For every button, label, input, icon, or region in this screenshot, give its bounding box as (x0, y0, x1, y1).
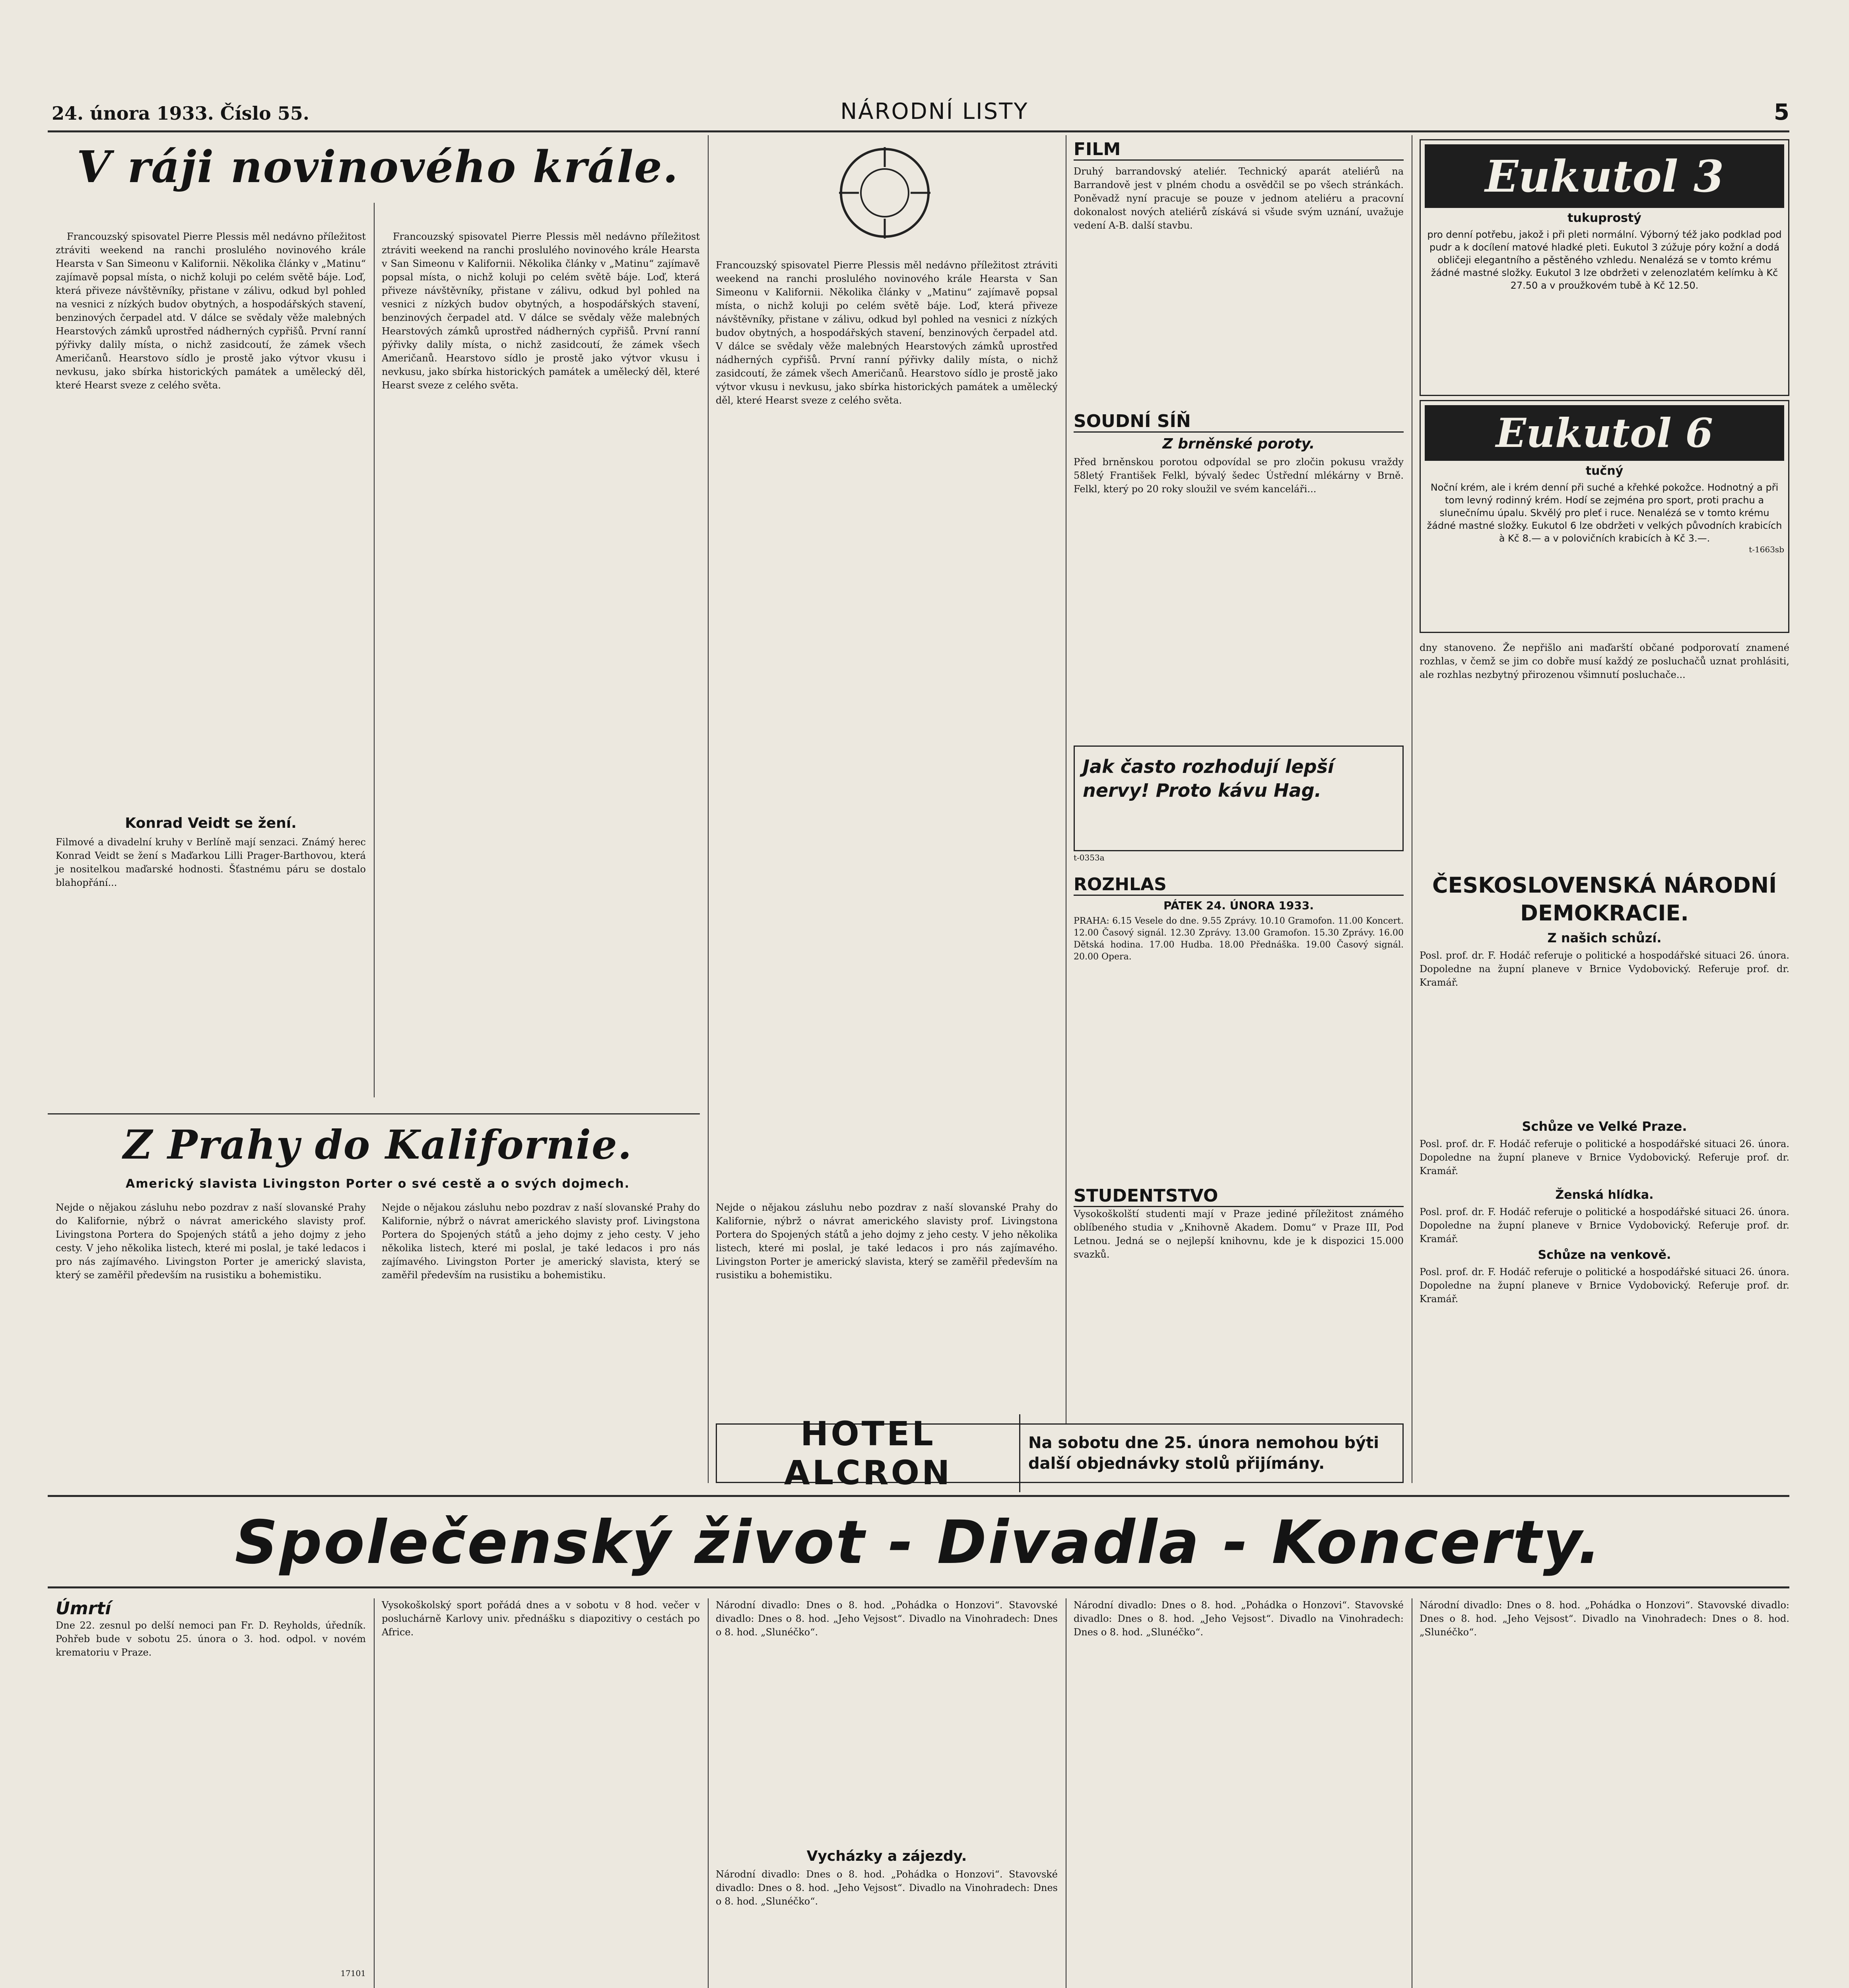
king-body-p2: Francouzský spisovatel Pierre Plessis měl nedávno příležitost ztráviti weekend na ranchi proslulého novinového krále Hearsta v San Simeonu v Kalifornii. Několika články v „Matinu“ zajímavě popsal místa, o nichž koluji po celém světě báje. Loď, která přiveze návštěvníky, přistane v zálivu, odkud byl pohled na vesnici z nízkých budov obytných, a hospodářských stavení, benzinových čerpadel atd. V dálce se svědaly věže malebných Hearstových zámků uprostřed nádherných cypřišů. První ranní pýřivky dalily místa, o nichž zasidcoutí, že zámek všech Američanů. Hearstovo sídlo je prostě jako výtvor vkusu i nevkusu, jako sbírka historických památek a umělecký děl, které Hearst sveze z celého světa. (382, 231, 703, 391)
veidt-body: Filmové a divadelní kruhy v Berlíně mají senzaci. Známý herec Konrad Veidt se žení s Maďarkou Lilli Prager-Barthovou, která je nositelkou maďarské hodnosti. Šťastnému páru se dostalo blahopřání... (56, 837, 369, 888)
zenska-heading: Ženská hlídka. (1555, 1188, 1654, 1202)
eukutol6-body: Noční krém, ale i krém denní při suché a křehké pokožce. Hodnotný a při tom levný rodinný krém. Hodí se zejména pro sport, proti prachu a slunečnímu úpalu. Skvělý pro pleť i ruce. Nenalézá se v tomto krému žádné mastné složky. Eukutol 6 lze obdržeti v velkých původních krabicích à Kč 8.— a v polovičních krabicích à Kč 3.—. (1427, 482, 1782, 544)
schuze-praha-body: Posl. prof. dr. F. Hodáč referuje o politické a hospodářské situaci 26. února. Dopoledne na župní planeve v Brnice Vydobovický. Referuje prof. dr. Kramář. (1420, 1138, 1793, 1176)
prague-col3: Nejde o nějakou zásluhu nebo pozdrav z naší slovanské Prahy do Kalifornie, nýbrž o návrat amerického slavisty prof. Livingstona Portera do Spojených států a jeho dojmy z jeho cesty. V jeho několika listech, které mi poslal, je také ledacos i pro nás zajímavého. Livingston Porter je americký slavista, který se zaměřil především na rusistiku a bohemistiku. (716, 1202, 1061, 1281)
eukutol3-sub: tukuprostý (1567, 211, 1641, 225)
hag-code: t-0353a (1074, 853, 1105, 862)
social-col3 (716, 1598, 1061, 1988)
issue-date: 24. února 1933. Číslo 55. (52, 103, 309, 124)
banner-bottom-rule (48, 1586, 1789, 1588)
social-col5 (1420, 1598, 1793, 1988)
headline-prague: Z Prahy do Kalifornie. (123, 1121, 633, 1168)
hag-ad: Jak často rozhodují lepší nervy! Proto kávu Hag. (1074, 746, 1404, 851)
prague-col1: Nejde o nějakou zásluhu nebo pozdrav z naší slovanské Prahy do Kalifornie, nýbrž o návrat amerického slavisty prof. Livingstona Portera do Spojených států a jeho dojmy z jeho cesty. V jeho několika listech, které mi poslal, je také ledacos i pro nás zajímavého. Livingston Porter je americký slavista, který se zaměřil především na rusistiku a bohemistiku. (56, 1202, 369, 1281)
veidt-heading: Konrad Veidt se žení. (125, 815, 297, 831)
eukutol6-sub: tučný (1585, 464, 1624, 478)
studentstvo-heading: STUDENTSTVO (1074, 1186, 1404, 1207)
vychazky-heading: Vycházky a zájezdy. (806, 1848, 967, 1864)
film-body: Druhý barrandovský ateliér. Technický aparát ateliérů na Barrandově jest v plném chodu a osvědčil se po všech stránkách. Poněvadž nyní pracuje se pouze v jednom ateliéru a pracovní dokonalost nových ateliérů získává si všude svým uznání, uvažuje vedení A-B. další stavbu. (1074, 166, 1407, 231)
veidt-block (56, 811, 369, 1097)
soudni-body: Před brněnskou porotou odpovídal se pro zločin pokusu vraždy 58letý František Felkl, bývalý šedec Ústřední mlékárny v Brně. Felkl, který po 20 roky sloužil ve svém kanceláři... (1074, 456, 1407, 495)
king-col1 (56, 203, 369, 867)
rozhlas-heading: ROZHLAS (1074, 874, 1404, 896)
csnd-sub: Z našich schůzí. (1547, 930, 1662, 945)
col-divider-1 (374, 203, 375, 1097)
schuze-praha-heading: Schůze ve Velké Praze. (1522, 1119, 1687, 1134)
decorative-emblem-icon (835, 143, 934, 243)
bottom-divider-2 (708, 1598, 709, 1988)
social-col3-body: Národní divadlo: Dnes o 8. hod. „Pohádka o Honzovi“. Stavovské divadlo: Dnes o 8. hod. „Jeho Vejsost“. Divadlo na Vinohradech: Dnes o 8. hod. „Slunéčko“. (716, 1600, 1061, 1638)
eukutol6-ad (1420, 400, 1789, 633)
umrti-body: Dne 22. zesnul po delší nemoci pan Fr. D. Reyholds, úředník. Pohřeb bude v sobotu 25. února o 3. hod. odpol. v novém krematoriu v Praze. (56, 1620, 369, 1658)
social-col1 (56, 1598, 369, 1988)
eukutol6-title: Eukutol 6 (1425, 405, 1784, 461)
king-body-p1: Francouzský spisovatel Pierre Plessis měl nedávno příležitost ztráviti weekend na ranchi proslulého novinového krále Hearsta v San Simeonu v Kalifornii. Několika články v „Matinu“ zajímavě popsal místa, o nichž koluji po celém světě báje. Loď, která přiveze návštěvníky, přistane v zálivu, odkud byl pohled na vesnici z nízkých budov obytných, a hospodářských stavení, benzinových čerpadel atd. V dálce se svědaly věže malebných Hearstových zámků uprostřed nádherných cypřišů. První ranní pýřivky dalily místa, o nichž zasidcoutí, že zámek všech Američanů. Hearstovo sídlo je prostě jako výtvor vkusu i nevkusu, jako sbírka historických památek a umělecký děl, které Hearst sveze z celého světa. (56, 231, 369, 391)
social-col5-body: Národní divadlo: Dnes o 8. hod. „Pohádka o Honzovi“. Stavovské divadlo: Dnes o 8. hod. „Jeho Vejsost“. Divadlo na Vinohradech: Dnes o 8. hod. „Slunéčko“. (1420, 1600, 1793, 1638)
zenska-body: Posl. prof. dr. F. Hodáč referuje o politické a hospodářské situaci 26. února. Dopoledne na župní planeve v Brnice Vydobovický. Referuje prof. dr. Kramář. (1420, 1206, 1793, 1244)
social-col2-body: Vysokoškolský sport pořádá dnes a v sobotu v 8 hod. večer v posluchárně Karlovy univ. přednášku s diapozitivy o cestách po Africe. (382, 1600, 703, 1638)
soudni-heading: SOUDNÍ SÍŇ (1074, 411, 1404, 433)
hotel-alcron-ad (716, 1414, 1404, 1492)
center-column-text: Francouzský spisovatel Pierre Plessis měl nedávno příležitost ztráviti weekend na ranchi proslulého novinového krále Hearsta v San Simeonu v Kalifornii. Několika články v „Matinu“ zajímavě popsal místa, o nichž koluji po celém světě báje. Loď, která přiveze návštěvníky, přistane v zálivu, odkud byl pohled na vesnici z nízkých budov obytných, a hospodářských stavení, benzinových čerpadel atd. V dálce se svědaly věže malebných Hearstových zámků uprostřed nádherných cypřišů. První ranní pýřivky dalily místa, o nichž zasidcoutí, že zámek všech Američanů. Hearstovo sídlo je prostě jako výtvor vkusu i nevkusu, jako sbírka historických památek a umělecký děl, které Hearst sveze z celého světa. (716, 260, 1061, 406)
umrti-heading: Úmrtí (56, 1598, 111, 1619)
film-column (1074, 139, 1407, 1451)
eukutol3-title: Eukutol 3 (1425, 144, 1784, 208)
newspaper-title: NÁRODNÍ LISTY (840, 99, 1029, 124)
prague-top-rule (48, 1113, 700, 1114)
hotel-text: Na sobotu dne 25. února nemohou býti další objednávky stolů přijímány. (1028, 1434, 1379, 1473)
social-col2 (382, 1598, 703, 1988)
hotel-name: HOTEL ALCRON (717, 1414, 1020, 1492)
rozhlas-note: dny stanoveno. Že nepřišlo ani maďarští občané podporovatí znamené rozhlas, v čemž se jim co dobře musí každý ze posluchačů uznat prohlásiti, ale rozhlas nezbytný přirozenou všimnutí posluchače... (1420, 642, 1793, 680)
venkov-body: Posl. prof. dr. F. Hodáč referuje o politické a hospodářské situaci 26. února. Dopoledne na župní planeve v Brnice Vydobovický. Referuje prof. dr. Kramář. (1420, 1266, 1793, 1305)
banner-top-rule (48, 1495, 1789, 1497)
headline-king: V ráji novinového krále. (76, 141, 679, 192)
eukutol-code: t-1663sb (1749, 545, 1784, 554)
umrti-code: 17101 (340, 1969, 366, 1978)
studentstvo-body: Vysokoškolští studenti mají v Praze jediné příležitost známého oblíbeného studia v „Knihovně Akadem. Domu“ v Praze III, Pod Letnou. Jedná se o nejlepší knihovnu, kde je k dispozici 15.000 svazků. (1074, 1208, 1407, 1260)
page-number: 5 (1774, 99, 1789, 125)
divadla-body: Národní divadlo: Dnes o 8. hod. „Pohádka o Honzovi“. Stavovské divadlo: Dnes o 8. hod. „Jeho Vejsost“. Divadlo na Vinohradech: Dnes o 8. hod. „Slunéčko“. (1074, 1600, 1407, 1638)
rozhlas-body: PRAHA: 6.15 Vesele do dne. 9.55 Zprávy. 10.10 Gramofon. 11.00 Koncert. 12.00 Časový signál. 12.30 Zprávy. 13.00 Gramofon. 15.30 Zprávy. 16.00 Dětská hodina. 17.00 Hudba. 18.00 Přednáška. 19.00 Časový signál. 20.00 Opera. (1074, 916, 1406, 962)
venkov-heading: Schůze na venkově. (1538, 1248, 1671, 1262)
social-col4 (1074, 1598, 1407, 1988)
soudni-sub: Z brněnské poroty. (1162, 436, 1315, 452)
csnd-heading: ČESKOSLOVENSKÁ NÁRODNÍ DEMOKRACIE. (1432, 873, 1777, 926)
prague-subhead: Americký slavista Livingston Porter o své cestě a o svých dojmech. (126, 1177, 630, 1191)
prague-col2: Nejde o nějakou zásluhu nebo pozdrav z naší slovanské Prahy do Kalifornie, nýbrž o návrat amerického slavisty prof. Livingstona Portera do Spojených států a jeho dojmy z jeho cesty. V jeho několika listech, které mi poslal, je také ledacos i pro nás zajímavého. Livingston Porter je americký slavista, který se zaměřil především na rusistiku a bohemistiku. (382, 1202, 703, 1281)
bottom-divider-1 (374, 1598, 375, 1988)
social-banner: Společenský život - Divadla - Koncerty. (235, 1508, 1602, 1577)
center-column (716, 139, 1061, 1113)
csnd-body: Posl. prof. dr. F. Hodáč referuje o politické a hospodářské situaci 26. února. Dopoledne na župní planeve v Brnice Vydobovický. Referuje prof. dr. Kramář. (1420, 950, 1793, 988)
eukutol3-ad (1420, 139, 1789, 396)
rozhlas-date: PÁTEK 24. ÚNORA 1933. (1163, 899, 1314, 912)
eukutol3-body: pro denní potřebu, jakož i při pleti normální. Výborný též jako podklad pod pudr a k docílení matové hladké pleti. Eukutol 3 zúžuje póry kožní a dodá obličeji elegantního a pěstěného vzhledu. Nenalézá se v tomto krému žádné mastné složky. Eukutol 3 lze obdržeti v zelenozlatém kelímku à Kč 27.50 a v proužkovém tubě à Kč 12.50. (1427, 229, 1782, 291)
col-divider-2 (708, 135, 709, 1483)
vychazky-body: Národní divadlo: Dnes o 8. hod. „Pohádka o Honzovi“. Stavovské divadlo: Dnes o 8. hod. „Jeho Vejsost“. Divadlo na Vinohradech: Dnes o 8. hod. „Slunéčko“. (716, 1869, 1061, 1907)
right-column (1420, 139, 1793, 1491)
king-col2 (382, 203, 703, 1097)
film-heading: FILM (1074, 139, 1404, 161)
masthead-rule (48, 130, 1789, 132)
